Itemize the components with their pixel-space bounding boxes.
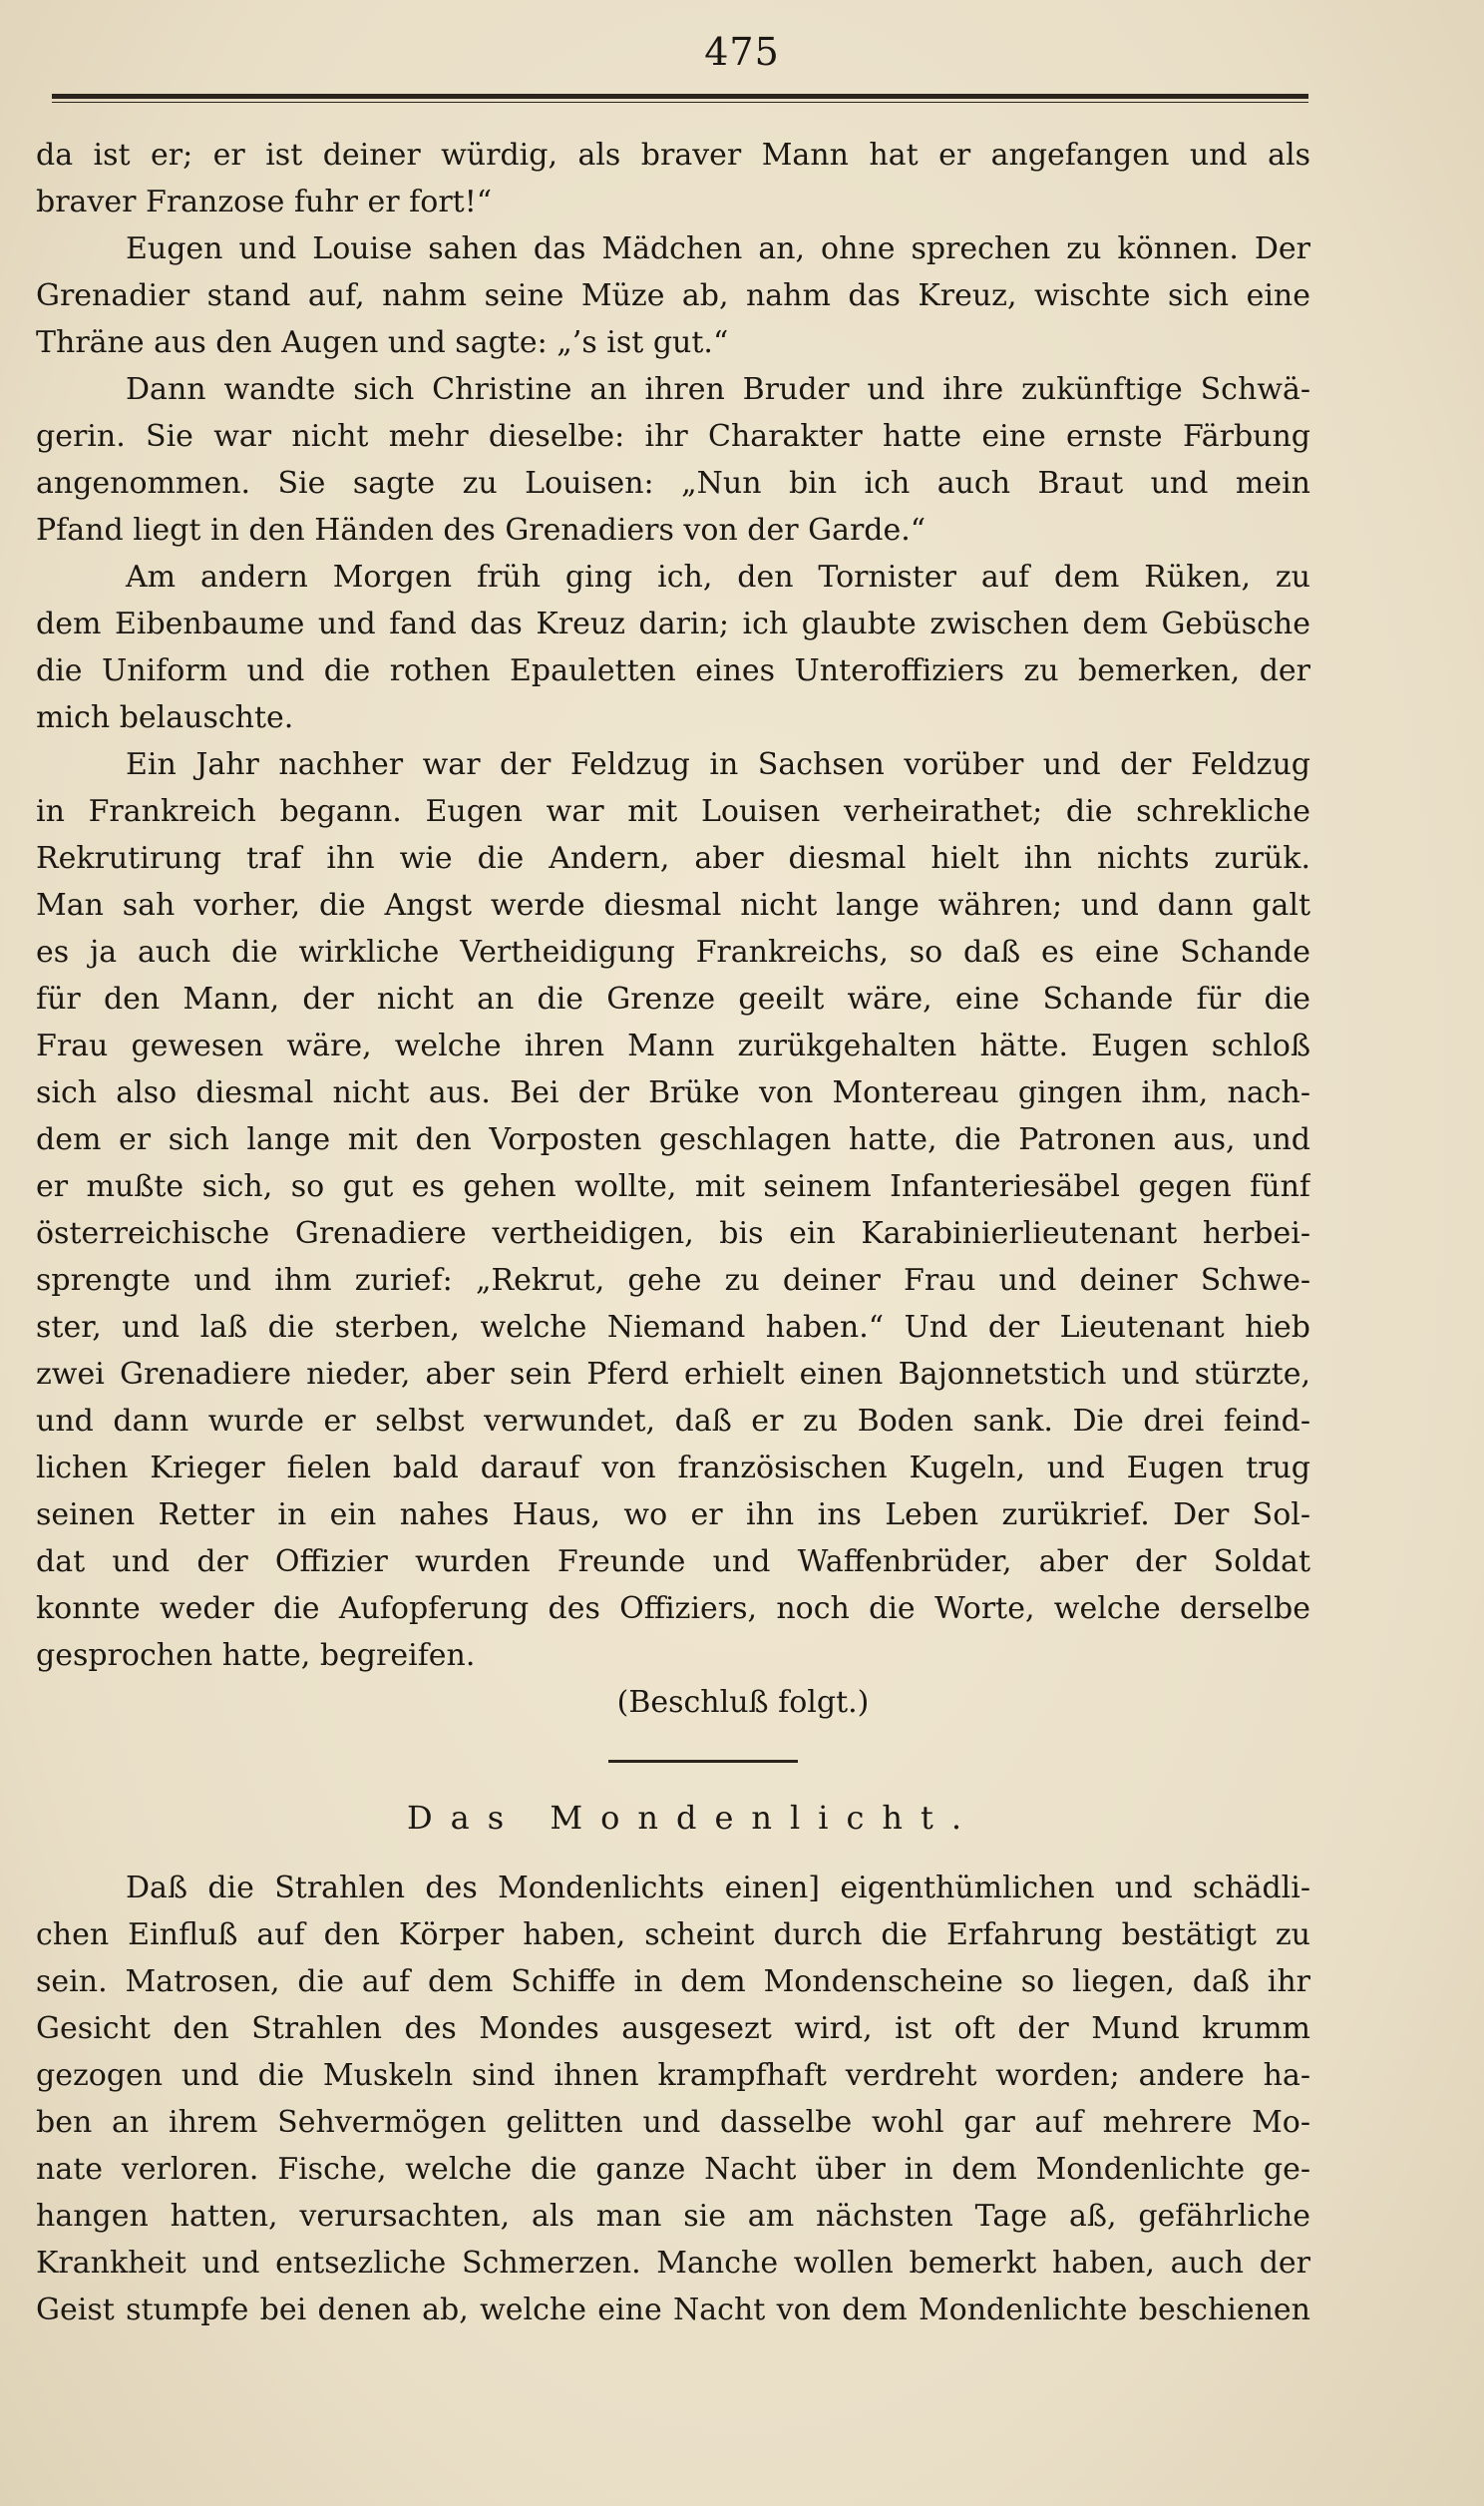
- story-continuation: [36, 132, 1310, 1726]
- text-line: Frau gewesen wäre, welche ihren Mann zurükgehalten hätte. Eugen schloß: [36, 1029, 1310, 1063]
- text-line: Dann wandte sich Christine an ihren Bruder und ihre zukünftige Schwä-: [126, 372, 1310, 407]
- continued-note: (Beschluß folgt.): [616, 1685, 870, 1720]
- text-line: hangen hatten, verursachten, als man sie am nächsten Tage aß, gefährliche: [36, 2199, 1310, 2234]
- text-line: gesprochen hatte, begreifen.: [36, 1638, 476, 1673]
- text-line: gezogen und die Muskeln sind ihnen krampfhaft verdreht worden; andere ha-: [36, 2058, 1310, 2093]
- text-line: zwei Grenadiere nieder, aber sein Pferd erhielt einen Bajonnetstich und stürzte,: [36, 1357, 1310, 1392]
- text-line: Pfand liegt in den Händen des Grenadiers von der Garde.“: [36, 513, 927, 548]
- text-line: Thräne aus den Augen und sagte: „’s ist gut.“: [36, 325, 729, 360]
- text-line: nate verloren. Fische, welche die ganze Nacht über in dem Mondenlichte ge-: [36, 2152, 1310, 2187]
- text-line: dem Eibenbaume und fand das Kreuz darin; ich glaubte zwischen dem Gebüsche: [36, 607, 1310, 641]
- article-mondenlicht: [36, 1793, 1310, 2333]
- section-divider: [608, 1760, 798, 1763]
- text-line: dem er sich lange mit den Vorposten geschlagen hatte, die Patronen aus, und: [36, 1122, 1310, 1157]
- page-body: [36, 132, 1310, 2333]
- text-line: ben an ihrem Sehvermögen gelitten und dasselbe wohl gar auf mehrere Mo-: [36, 2105, 1310, 2140]
- text-line: konnte weder die Aufopferung des Offiziers, noch die Worte, welche derselbe: [36, 1591, 1310, 1626]
- page-number: 475: [704, 30, 780, 74]
- text-line: seinen Retter in ein nahes Haus, wo er ihn ins Leben zurükrief. Der Sol-: [36, 1497, 1310, 1532]
- text-line: Krankheit und entsezliche Schmerzen. Manche wollen bemerkt haben, auch der: [36, 2246, 1310, 2281]
- text-line: Am andern Morgen früh ging ich, den Tornister auf dem Rüken, zu: [126, 560, 1310, 595]
- text-line: er mußte sich, so gut es gehen wollte, mit seinem Infanteriesäbel gegen fünf: [36, 1169, 1310, 1204]
- text-line: die Uniform und die rothen Epauletten eines Unteroffiziers zu bemerken, der: [36, 653, 1310, 688]
- text-line: in Frankreich begann. Eugen war mit Louisen verheirathet; die schrekliche: [36, 794, 1310, 829]
- text-line: angenommen. Sie sagte zu Louisen: „Nun bin ich auch Braut und mein: [36, 466, 1310, 501]
- text-line: Geist stumpfe bei denen ab, welche eine Nacht von dem Mondenlichte beschienen: [36, 2293, 1310, 2327]
- article-title: Das Mondenlicht.: [406, 1799, 980, 1837]
- text-line: Eugen und Louise sahen das Mädchen an, ohne sprechen zu können. Der: [126, 231, 1310, 266]
- text-line: für den Mann, der nicht an die Grenze geeilt wäre, eine Schande für die: [36, 982, 1310, 1017]
- text-line: braver Franzose fuhr er fort!“: [36, 185, 493, 219]
- text-line: und dann wurde er selbst verwundet, daß er zu Boden sank. Die drei feind-: [36, 1404, 1310, 1439]
- text-line: es ja auch die wirkliche Vertheidigung Frankreichs, so daß es eine Schande: [36, 935, 1310, 970]
- text-line: mich belauschte.: [36, 700, 294, 735]
- text-line: sein. Matrosen, die auf dem Schiffe in dem Mondenscheine so liegen, daß ihr: [36, 1964, 1310, 1999]
- text-line: gerin. Sie war nicht mehr dieselbe: ihr Charakter hatte eine ernste Färbung: [36, 419, 1310, 454]
- text-line: österreichische Grenadiere vertheidigen, bis ein Karabinierlieutenant herbei-: [36, 1216, 1310, 1251]
- text-line: Grenadier stand auf, nahm seine Müze ab, nahm das Kreuz, wischte sich eine: [36, 278, 1310, 313]
- text-line: Rekrutirung traf ihn wie die Andern, aber diesmal hielt ihn nichts zurük.: [36, 841, 1310, 876]
- text-line: Ein Jahr nachher war der Feldzug in Sachsen vorüber und der Feldzug: [126, 747, 1310, 782]
- text-line: da ist er; er ist deiner würdig, als braver Mann hat er angefangen und als: [36, 138, 1310, 173]
- text-line: Man sah vorher, die Angst werde diesmal nicht lange währen; und dann galt: [36, 888, 1310, 923]
- text-line: sich also diesmal nicht aus. Bei der Brüke von Montereau gingen ihm, nach-: [36, 1075, 1310, 1110]
- text-line: sprengte und ihm zurief: „Rekrut, gehe zu deiner Frau und deiner Schwe-: [36, 1263, 1310, 1298]
- text-line: lichen Krieger fielen bald darauf von französischen Kugeln, und Eugen trug: [36, 1451, 1310, 1485]
- text-line: ster, und laß die sterben, welche Niemand haben.“ Und der Lieutenant hieb: [36, 1310, 1310, 1345]
- text-line: Gesicht den Strahlen des Mondes ausgesezt wird, ist oft der Mund krumm: [36, 2011, 1310, 2046]
- text-line: chen Einfluß auf den Körper haben, scheint durch die Erfahrung bestätigt zu: [36, 1917, 1310, 1952]
- header-rule: [52, 94, 1308, 103]
- text-line: Daß die Strahlen des Mondenlichts einen] eigenthümlichen und schädli-: [126, 1871, 1310, 1905]
- text-line: dat und der Offizier wurden Freunde und Waffenbrüder, aber der Soldat: [36, 1544, 1310, 1579]
